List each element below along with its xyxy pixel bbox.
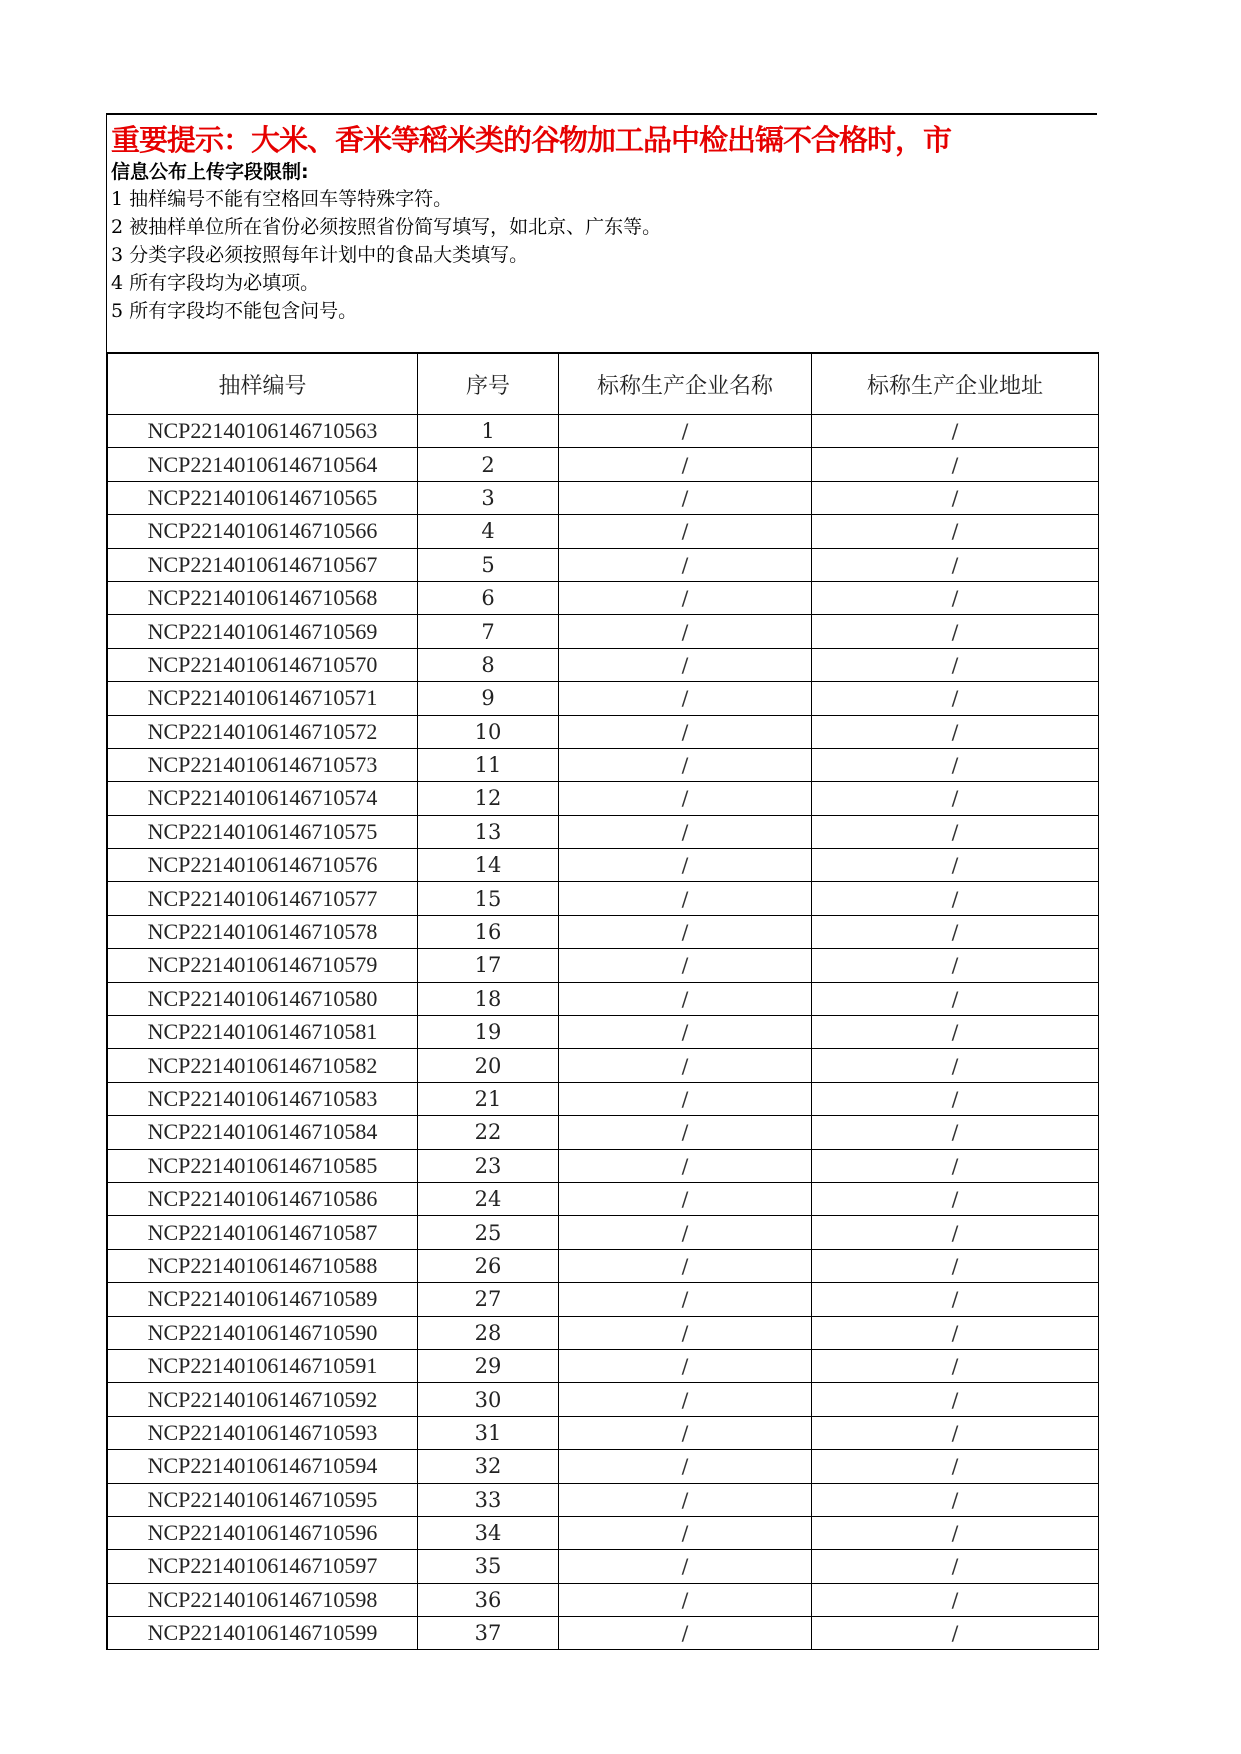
manufacturer-name-cell[interactable]: /	[559, 615, 812, 648]
sample-code-cell[interactable]: NCP22140106146710575	[108, 815, 418, 848]
sample-code-cell[interactable]: NCP22140106146710577	[108, 882, 418, 915]
manufacturer-address-cell[interactable]: /	[812, 648, 1099, 681]
manufacturer-name-cell[interactable]: /	[559, 748, 812, 781]
manufacturer-name-cell[interactable]: /	[559, 1383, 812, 1416]
sample-code-cell[interactable]: NCP22140106146710567	[108, 548, 418, 581]
index-cell[interactable]: 13	[418, 815, 559, 848]
sample-code-cell[interactable]: NCP22140106146710571	[108, 682, 418, 715]
index-cell[interactable]: 16	[418, 915, 559, 948]
rules-list	[107, 185, 1097, 325]
manufacturer-name-cell[interactable]: /	[559, 1082, 812, 1115]
manufacturer-address-cell[interactable]: /	[812, 682, 1099, 715]
manufacturer-address-cell[interactable]: /	[812, 1483, 1099, 1516]
index-cell[interactable]: 21	[418, 1082, 559, 1115]
manufacturer-name-cell[interactable]: /	[559, 448, 812, 481]
index-cell[interactable]: 36	[418, 1583, 559, 1616]
manufacturer-name-cell[interactable]: /	[559, 1182, 812, 1215]
sample-code-cell[interactable]: NCP22140106146710597	[108, 1550, 418, 1583]
table-row	[108, 882, 1099, 915]
sample-code-cell[interactable]: NCP22140106146710594	[108, 1450, 418, 1483]
manufacturer-name-cell[interactable]: /	[559, 1049, 812, 1082]
index-cell[interactable]: 12	[418, 782, 559, 815]
table-row	[108, 1516, 1099, 1549]
table-row	[108, 982, 1099, 1015]
spreadsheet	[106, 113, 1097, 1650]
sample-code-cell[interactable]: NCP22140106146710595	[108, 1483, 418, 1516]
manufacturer-address-cell[interactable]: /	[812, 748, 1099, 781]
sample-code-cell[interactable]: NCP22140106146710570	[108, 648, 418, 681]
manufacturer-name-cell[interactable]: /	[559, 1450, 812, 1483]
manufacturer-name-cell[interactable]: /	[559, 1516, 812, 1549]
sample-code-cell[interactable]: NCP22140106146710599	[108, 1617, 418, 1650]
header-row	[108, 353, 1099, 415]
manufacturer-address-cell[interactable]: /	[812, 882, 1099, 915]
index-cell[interactable]: 20	[418, 1049, 559, 1082]
sample-code-cell[interactable]: NCP22140106146710572	[108, 715, 418, 748]
table-row	[108, 615, 1099, 648]
manufacturer-address-cell[interactable]: /	[812, 815, 1099, 848]
table-row	[108, 515, 1099, 548]
index-cell[interactable]: 30	[418, 1383, 559, 1416]
manufacturer-address-cell[interactable]: /	[812, 615, 1099, 648]
rule-item: 2 被抽样单位所在省份必须按照省份简写填写，如北京、广东等。	[111, 216, 662, 238]
manufacturer-address-cell[interactable]: /	[812, 1516, 1099, 1549]
table-row	[108, 548, 1099, 581]
sample-code-cell[interactable]: NCP22140106146710563	[108, 415, 418, 448]
table-row	[108, 648, 1099, 681]
header-index: 序号	[418, 353, 559, 415]
rule-item: 1 抽样编号不能有空格回车等特殊字符。	[111, 188, 453, 210]
table-row	[108, 1216, 1099, 1249]
manufacturer-address-cell[interactable]: /	[812, 548, 1099, 581]
sample-code-cell[interactable]: NCP22140106146710593	[108, 1416, 418, 1449]
table-row	[108, 1617, 1099, 1650]
index-cell[interactable]: 27	[418, 1283, 559, 1316]
table-row	[108, 1349, 1099, 1382]
manufacturer-name-cell[interactable]: /	[559, 1149, 812, 1182]
table-row	[108, 481, 1099, 514]
manufacturer-address-cell[interactable]: /	[812, 1149, 1099, 1182]
manufacturer-address-cell[interactable]: /	[812, 1450, 1099, 1483]
manufacturer-name-cell[interactable]: /	[559, 1116, 812, 1149]
manufacturer-name-cell[interactable]: /	[559, 882, 812, 915]
manufacturer-name-cell[interactable]: /	[559, 515, 812, 548]
manufacturer-address-cell[interactable]: /	[812, 1182, 1099, 1215]
table-row	[108, 1249, 1099, 1282]
manufacturer-name-cell[interactable]: /	[559, 1617, 812, 1650]
index-cell[interactable]: 11	[418, 748, 559, 781]
manufacturer-address-cell[interactable]: /	[812, 1116, 1099, 1149]
index-cell[interactable]: 4	[418, 515, 559, 548]
sample-code-cell[interactable]: NCP22140106146710568	[108, 581, 418, 614]
manufacturer-address-cell[interactable]: /	[812, 1216, 1099, 1249]
index-cell[interactable]: 10	[418, 715, 559, 748]
manufacturer-name-cell[interactable]: /	[559, 1283, 812, 1316]
table-row	[108, 1016, 1099, 1049]
manufacturer-name-cell[interactable]: /	[559, 581, 812, 614]
manufacturer-address-cell[interactable]: /	[812, 1249, 1099, 1282]
manufacturer-name-cell[interactable]: /	[559, 548, 812, 581]
table-row	[108, 1450, 1099, 1483]
manufacturer-address-cell[interactable]: /	[812, 949, 1099, 982]
table-row	[108, 1550, 1099, 1583]
sample-code-cell[interactable]: NCP22140106146710598	[108, 1583, 418, 1616]
index-cell[interactable]: 1	[418, 415, 559, 448]
manufacturer-name-cell[interactable]: /	[559, 815, 812, 848]
manufacturer-address-cell[interactable]: /	[812, 915, 1099, 948]
header-manufacturer-name: 标称生产企业名称	[559, 353, 812, 415]
manufacturer-address-cell[interactable]: /	[812, 1016, 1099, 1049]
index-cell[interactable]: 28	[418, 1316, 559, 1349]
manufacturer-address-cell[interactable]: /	[812, 1416, 1099, 1449]
manufacturer-name-cell[interactable]: /	[559, 1216, 812, 1249]
manufacturer-address-cell[interactable]: /	[812, 1550, 1099, 1583]
table-row	[108, 1283, 1099, 1316]
table-row	[108, 415, 1099, 448]
manufacturer-name-cell[interactable]: /	[559, 782, 812, 815]
index-cell[interactable]: 31	[418, 1416, 559, 1449]
manufacturer-name-cell[interactable]: /	[559, 915, 812, 948]
manufacturer-address-cell[interactable]: /	[812, 1349, 1099, 1382]
manufacturer-address-cell[interactable]: /	[812, 515, 1099, 548]
index-cell[interactable]: 2	[418, 448, 559, 481]
manufacturer-name-cell[interactable]: /	[559, 1416, 812, 1449]
sample-code-cell[interactable]: NCP22140106146710566	[108, 515, 418, 548]
manufacturer-address-cell[interactable]: /	[812, 415, 1099, 448]
table-row	[108, 448, 1099, 481]
sample-code-cell[interactable]: NCP22140106146710574	[108, 782, 418, 815]
manufacturer-name-cell[interactable]: /	[559, 415, 812, 448]
index-cell[interactable]: 17	[418, 949, 559, 982]
sample-code-cell[interactable]: NCP22140106146710576	[108, 849, 418, 882]
table-row	[108, 782, 1099, 815]
sample-code-cell[interactable]: NCP22140106146710579	[108, 949, 418, 982]
manufacturer-address-cell[interactable]: /	[812, 1082, 1099, 1115]
manufacturer-name-cell[interactable]: /	[559, 849, 812, 882]
manufacturer-address-cell[interactable]: /	[812, 782, 1099, 815]
table-row	[108, 581, 1099, 614]
manufacturer-name-cell[interactable]: /	[559, 1483, 812, 1516]
sample-code-cell[interactable]: NCP22140106146710589	[108, 1283, 418, 1316]
rule-item: 3 分类字段必须按照每年计划中的食品大类填写。	[111, 244, 529, 266]
manufacturer-name-cell[interactable]: /	[559, 1550, 812, 1583]
sample-code-cell[interactable]: NCP22140106146710564	[108, 448, 418, 481]
manufacturer-name-cell[interactable]: /	[559, 949, 812, 982]
sample-code-cell[interactable]: NCP22140106146710585	[108, 1149, 418, 1182]
index-cell[interactable]: 18	[418, 982, 559, 1015]
manufacturer-address-cell[interactable]: /	[812, 581, 1099, 614]
index-cell[interactable]: 33	[418, 1483, 559, 1516]
table-row	[108, 1082, 1099, 1115]
index-cell[interactable]: 29	[418, 1349, 559, 1382]
manufacturer-address-cell[interactable]: /	[812, 982, 1099, 1015]
index-cell[interactable]: 3	[418, 481, 559, 514]
table-row	[108, 915, 1099, 948]
manufacturer-address-cell[interactable]: /	[812, 481, 1099, 514]
manufacturer-name-cell[interactable]: /	[559, 1316, 812, 1349]
manufacturer-name-cell[interactable]: /	[559, 982, 812, 1015]
sample-code-cell[interactable]: NCP22140106146710569	[108, 615, 418, 648]
index-cell[interactable]: 5	[418, 548, 559, 581]
manufacturer-address-cell[interactable]: /	[812, 1583, 1099, 1616]
manufacturer-address-cell[interactable]: /	[812, 1316, 1099, 1349]
index-cell[interactable]: 15	[418, 882, 559, 915]
sample-table	[107, 352, 1099, 1650]
table-row	[108, 1316, 1099, 1349]
sample-code-cell[interactable]: NCP22140106146710584	[108, 1116, 418, 1149]
sample-code-cell[interactable]: NCP22140106146710565	[108, 481, 418, 514]
manufacturer-address-cell[interactable]: /	[812, 448, 1099, 481]
index-cell[interactable]: 8	[418, 648, 559, 681]
sample-code-cell[interactable]: NCP22140106146710580	[108, 982, 418, 1015]
index-cell[interactable]: 37	[418, 1617, 559, 1650]
warning-text: 重要提示：大米、香米等稻米类的谷物加工品中检出镉不合格时，市	[111, 123, 952, 157]
manufacturer-address-cell[interactable]: /	[812, 1049, 1099, 1082]
table-row	[108, 1149, 1099, 1182]
header-sample-code: 抽样编号	[108, 353, 418, 415]
index-cell[interactable]: 32	[418, 1450, 559, 1483]
table-row	[108, 949, 1099, 982]
index-cell[interactable]: 26	[418, 1249, 559, 1282]
manufacturer-address-cell[interactable]: /	[812, 849, 1099, 882]
manufacturer-name-cell[interactable]: /	[559, 481, 812, 514]
index-cell[interactable]: 14	[418, 849, 559, 882]
index-cell[interactable]: 6	[418, 581, 559, 614]
rule-item: 5 所有字段均不能包含问号。	[111, 300, 358, 322]
upload-limits-heading: 信息公布上传字段限制:	[111, 161, 309, 183]
index-cell[interactable]: 9	[418, 682, 559, 715]
index-cell[interactable]: 34	[418, 1516, 559, 1549]
index-cell[interactable]: 7	[418, 615, 559, 648]
manufacturer-name-cell[interactable]: /	[559, 682, 812, 715]
table-row	[108, 1182, 1099, 1215]
manufacturer-name-cell[interactable]: /	[559, 1583, 812, 1616]
sample-code-cell[interactable]: NCP22140106146710573	[108, 748, 418, 781]
table-row	[108, 815, 1099, 848]
sample-code-cell[interactable]: NCP22140106146710596	[108, 1516, 418, 1549]
table-row	[108, 715, 1099, 748]
table-row	[108, 1383, 1099, 1416]
manufacturer-name-cell[interactable]: /	[559, 1016, 812, 1049]
manufacturer-name-cell[interactable]: /	[559, 648, 812, 681]
index-cell[interactable]: 22	[418, 1116, 559, 1149]
table-row	[108, 1049, 1099, 1082]
index-cell[interactable]: 24	[418, 1182, 559, 1215]
manufacturer-address-cell[interactable]: /	[812, 1383, 1099, 1416]
manufacturer-address-cell[interactable]: /	[812, 715, 1099, 748]
index-cell[interactable]: 19	[418, 1016, 559, 1049]
rule-item: 4 所有字段均为必填项。	[111, 272, 320, 294]
manufacturer-name-cell[interactable]: /	[559, 1349, 812, 1382]
sample-code-cell[interactable]: NCP22140106146710582	[108, 1049, 418, 1082]
table-row	[108, 682, 1099, 715]
sample-code-cell[interactable]: NCP22140106146710590	[108, 1316, 418, 1349]
index-cell[interactable]: 25	[418, 1216, 559, 1249]
table-row	[108, 1116, 1099, 1149]
sample-code-cell[interactable]: NCP22140106146710581	[108, 1016, 418, 1049]
table-row	[108, 1416, 1099, 1449]
sample-code-cell[interactable]: NCP22140106146710588	[108, 1249, 418, 1282]
sample-code-cell[interactable]: NCP22140106146710591	[108, 1349, 418, 1382]
table-row	[108, 1583, 1099, 1616]
table-row	[108, 849, 1099, 882]
sample-code-cell[interactable]: NCP22140106146710587	[108, 1216, 418, 1249]
manufacturer-name-cell[interactable]: /	[559, 1249, 812, 1282]
index-cell[interactable]: 35	[418, 1550, 559, 1583]
manufacturer-name-cell[interactable]: /	[559, 715, 812, 748]
sample-code-cell[interactable]: NCP22140106146710592	[108, 1383, 418, 1416]
index-cell[interactable]: 23	[418, 1149, 559, 1182]
table-row	[108, 748, 1099, 781]
manufacturer-address-cell[interactable]: /	[812, 1283, 1099, 1316]
notice-block	[107, 115, 1097, 352]
header-manufacturer-address: 标称生产企业地址	[812, 353, 1099, 415]
table-row	[108, 1483, 1099, 1516]
sample-code-cell[interactable]: NCP22140106146710583	[108, 1082, 418, 1115]
manufacturer-address-cell[interactable]: /	[812, 1617, 1099, 1650]
sample-code-cell[interactable]: NCP22140106146710586	[108, 1182, 418, 1215]
sample-code-cell[interactable]: NCP22140106146710578	[108, 915, 418, 948]
